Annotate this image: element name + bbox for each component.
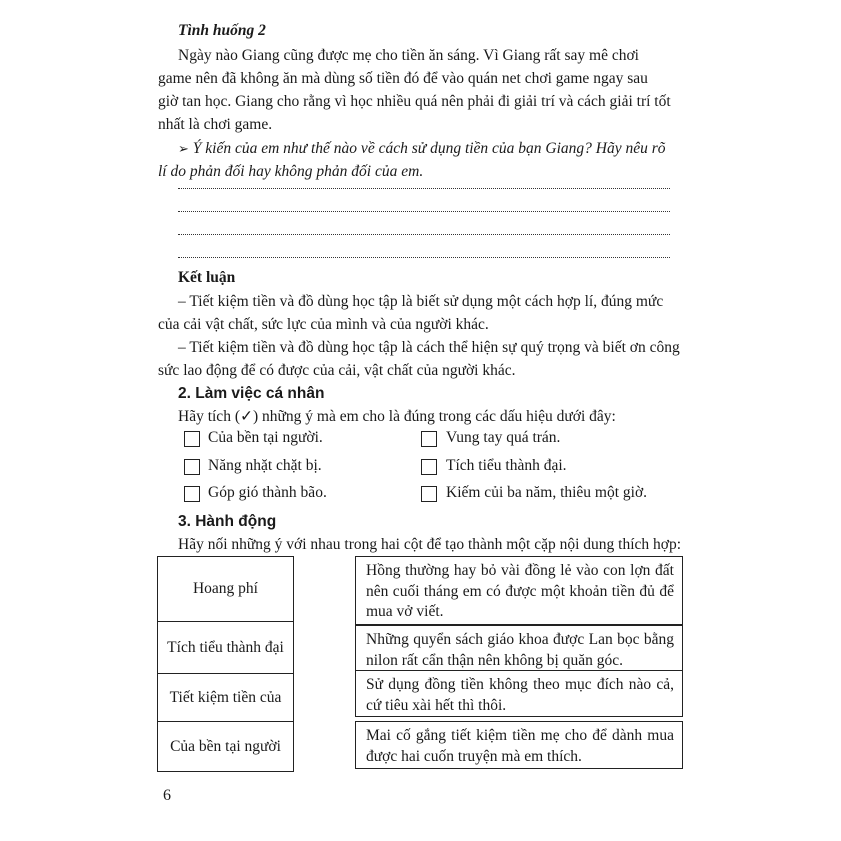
left-item-label: Tiết kiệm tiền của — [169, 688, 282, 706]
situation-question-line: lí do phản đối hay không phản đối của em. — [158, 163, 424, 180]
right-item-line: nilon rất cẩn thận nên không bị quăn góc. — [366, 651, 623, 669]
section-3-instruction: Hãy nối những ý với nhau trong hai cột để tạo thành một cặp nội dung thích hợp: — [178, 536, 682, 553]
section-2-instruction: Hãy tích (✓) những ý mà em cho là đúng trong các dấu hiệu dưới đây: — [178, 408, 616, 425]
section-3-title: 3. Hành động — [178, 513, 277, 530]
right-item-line: mua vở viết. — [366, 603, 444, 620]
left-item-label: Hoang phí — [192, 580, 258, 597]
checkbox-option[interactable] — [421, 459, 437, 475]
left-item-label: Tích tiểu thành đại — [167, 638, 284, 656]
right-item-line: nên cuối tháng em có được một khoản tiền đủ để — [366, 582, 674, 600]
situation-title: Tình huống 2 — [178, 22, 266, 39]
right-item-line: được hai cuốn truyện mà em thích. — [366, 747, 582, 765]
situation-line: Ngày nào Giang cũng được mẹ cho tiền ăn sáng. Vì Giang rất say mê chơi — [178, 47, 639, 64]
option-label: Năng nhặt chặt bị. — [208, 457, 322, 474]
right-item-line: Mai cố gắng tiết kiệm tiền mẹ cho để dành mua — [366, 727, 674, 744]
left-column-item[interactable] — [157, 673, 294, 722]
option-label: Tích tiểu thành đại. — [446, 457, 567, 474]
right-column-item[interactable] — [355, 625, 683, 672]
checkbox-option[interactable] — [421, 486, 437, 502]
right-column-item[interactable] — [355, 721, 683, 769]
answer-line[interactable] — [178, 188, 670, 189]
left-column-item[interactable] — [157, 556, 294, 622]
question-text: Ý kiến của em như thế nào về cách sử dụng tiền của bạn Giang? Hãy nêu rõ — [192, 140, 666, 157]
checkbox-option[interactable] — [421, 431, 437, 447]
arrow-bullet-icon: ➢ — [178, 142, 189, 157]
left-column-item[interactable] — [157, 721, 294, 772]
conclusion-line: sức lao động để có được của cải, vật chất của người khác. — [158, 362, 516, 379]
option-label: Vung tay quá trán. — [446, 429, 561, 446]
checkbox-option[interactable] — [184, 431, 200, 447]
conclusion-line: – Tiết kiệm tiền và đồ dùng học tập là biết sử dụng một cách hợp lí, đúng mức — [178, 293, 664, 310]
right-item-line: Hồng thường hay bỏ vài đồng lẻ vào con lợn đất — [366, 562, 674, 579]
right-column-item[interactable] — [355, 670, 683, 717]
conclusion-title: Kết luận — [178, 269, 236, 286]
checkbox-option[interactable] — [184, 486, 200, 502]
situation-line: game nên đã không ăn mà dùng số tiền đó để vào quán net chơi game ngay sau — [158, 70, 648, 87]
left-column-item[interactable] — [157, 621, 294, 674]
option-label: Góp gió thành bão. — [208, 484, 327, 501]
page-number: 6 — [163, 787, 171, 804]
right-item-line: Những quyển sách giáo khoa được Lan bọc bằng — [366, 631, 674, 648]
answer-line[interactable] — [178, 234, 670, 235]
option-label: Của bền tại người. — [208, 429, 323, 446]
answer-line[interactable] — [178, 211, 670, 212]
section-2-title: 2. Làm việc cá nhân — [178, 385, 325, 402]
answer-line[interactable] — [178, 257, 670, 258]
situation-question-line — [178, 139, 666, 160]
right-item-line: Sử dụng đồng tiền không theo mục đích nào cả, — [366, 676, 674, 693]
checkbox-option[interactable] — [184, 459, 200, 475]
situation-line: giờ tan học. Giang cho rằng vì học nhiều quá nên phải đi giải trí và cách giải trí tốt — [158, 93, 671, 110]
right-column-item[interactable] — [355, 556, 683, 625]
left-item-label: Của bền tại người — [170, 737, 281, 755]
option-label: Kiếm củi ba năm, thiêu một giờ. — [446, 484, 648, 501]
conclusion-line: – Tiết kiệm tiền và đồ dùng học tập là cách thể hiện sự quý trọng và biết ơn công — [178, 339, 680, 356]
right-item-line: cứ tiêu xài hết thì thôi. — [366, 696, 507, 714]
situation-line: nhất là chơi game. — [158, 116, 273, 133]
conclusion-line: của cải vật chất, sức lực của mình và của người khác. — [158, 316, 489, 333]
